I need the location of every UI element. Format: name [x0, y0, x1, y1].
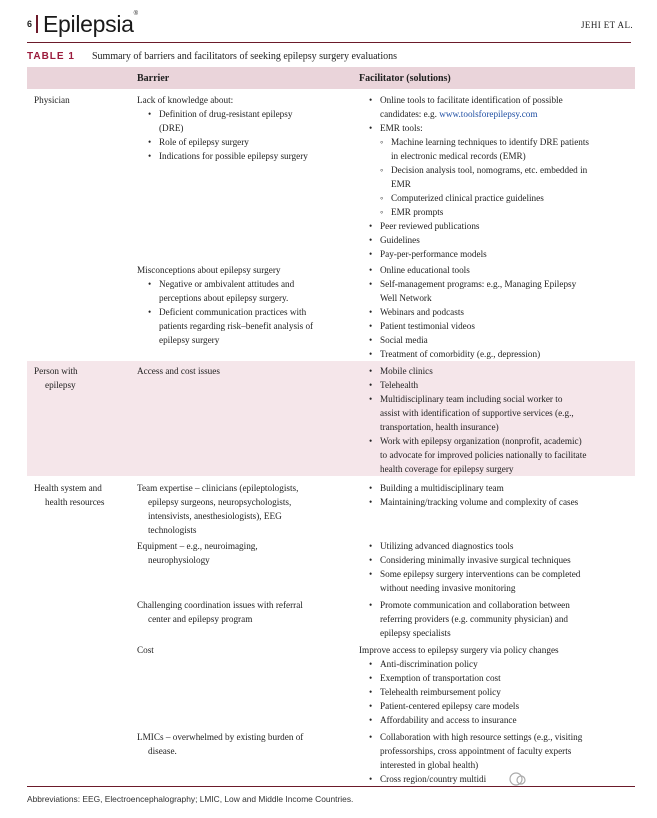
- list-item: • Online tools to facilitate identification of possible candidates: e.g. www.toolsforepilepsy.com: [369, 93, 589, 121]
- list-item: • Multidisciplinary team including social worker to assist with identification of supportive services (e.g., transportation, health insurance): [369, 392, 586, 434]
- table-caption: Summary of barriers and facilitators of seeking epilepsy surgery evaluations: [92, 51, 398, 62]
- list-item: • Self-management programs: e.g., Managing Epilepsy Well Network: [369, 277, 576, 305]
- journal-logo: [43, 11, 138, 38]
- sub-list-item: ◦ Decision analysis tool, nomograms, etc. embedded in EMR: [380, 163, 589, 191]
- facilitator-physician-tools: [369, 93, 589, 261]
- category-physician: Physician: [34, 95, 70, 105]
- list-item: • Telehealth reimbursement policy: [369, 685, 559, 699]
- list-item: • Indications for possible epilepsy surgery: [148, 149, 308, 163]
- barrier-equipment: Equipment – e.g., neuroimaging, neurophysiology: [137, 541, 258, 565]
- list-item: • Utilizing advanced diagnostics tools: [369, 539, 580, 553]
- registered-mark-icon: ®: [133, 11, 138, 17]
- list-item: • Treatment of comorbidity (e.g., depression): [369, 347, 576, 361]
- list-item: • Negative or ambivalent attitudes and perceptions about epilepsy surgery.: [148, 277, 313, 305]
- list-item: • Anti-discrimination policy: [369, 657, 559, 671]
- facilitator-lmics: [369, 730, 582, 786]
- list-item: • Deficient communication practices with patients regarding risk–benefit analysis of epilepsy surgery: [148, 305, 313, 347]
- sub-list-item: ◦ EMR prompts: [380, 205, 589, 219]
- tools-link[interactable]: www.toolsforepilepsy.com: [439, 109, 538, 119]
- list-item: • Role of epilepsy surgery: [148, 135, 308, 149]
- barrier-coordination: Challenging coordination issues with referral center and epilepsy program: [137, 600, 303, 624]
- category-health-system: Health system and health resources: [34, 483, 105, 507]
- list-item: • Promote communication and collaboration between referring providers (e.g. community physician) and epilepsy specialists: [369, 598, 570, 640]
- facilitator-cost: [359, 643, 559, 727]
- watermark-logo-icon: [508, 771, 528, 787]
- list-item: • Cross region/country multidi: [369, 772, 582, 786]
- list-item: • Patient testimonial videos: [369, 319, 576, 333]
- list-item: • Maintaining/tracking volume and complexity of cases: [369, 495, 578, 509]
- barrier-team-expertise: Team expertise – clinicians (epileptologists, epilepsy surgeons, neuropsychologists, intensivists, anesthesiologists), EEG technologists: [137, 483, 299, 535]
- barrier-misconceptions: [137, 263, 313, 347]
- table-label: TABLE 1: [27, 51, 75, 62]
- list-item: • Building a multidisciplinary team: [369, 481, 578, 495]
- facilitator-equipment: [369, 539, 580, 595]
- header-rule: [27, 42, 631, 43]
- sub-list-item: ◦ Machine learning techniques to identify DRE patients in electronic medical records (EMR): [380, 135, 589, 163]
- barrier-access-cost: Access and cost issues: [137, 366, 220, 376]
- journal-logo-bar: [36, 15, 38, 33]
- list-item: • Telehealth: [369, 378, 586, 392]
- list-item: • Considering minimally invasive surgical techniques: [369, 553, 580, 567]
- column-header-facilitator: Facilitator (solutions): [359, 73, 451, 84]
- barrier-lmics: LMICs – overwhelmed by existing burden of disease.: [137, 732, 304, 756]
- sub-list-item: ◦ Computerized clinical practice guidelines: [380, 191, 589, 205]
- abbreviations-note: Abbreviations: EEG, Electroencephalography; LMIC, Low and Middle Income Countries.: [27, 794, 354, 804]
- list-item: • Online educational tools: [369, 263, 576, 277]
- list-item: • Definition of drug-resistant epilepsy (DRE): [148, 107, 308, 135]
- journal-name: Epilepsia: [43, 11, 134, 37]
- list-item: • Webinars and podcasts: [369, 305, 576, 319]
- barrier-cost: Cost: [137, 645, 154, 655]
- barrier-heading: Misconceptions about epilepsy surgery: [137, 265, 281, 275]
- list-item: • Patient-centered epilepsy care models: [369, 699, 559, 713]
- list-item: • Some epilepsy surgery interventions can be completed without needing invasive monitoring: [369, 567, 580, 595]
- facilitator-heading: Improve access to epilepsy surgery via policy changes: [359, 645, 559, 655]
- list-item: • Work with epilepsy organization (nonprofit, academic) to advocate for improved policies nationally to facilitate health coverage for epilepsy surgery: [369, 434, 586, 476]
- category-person: Person with epilepsy: [34, 366, 78, 390]
- facilitator-person: [369, 364, 586, 476]
- list-item: • Peer reviewed publications: [369, 219, 589, 233]
- facilitator-team: [369, 481, 578, 509]
- list-item: • Mobile clinics: [369, 364, 586, 378]
- facilitator-physician-education: [369, 263, 576, 361]
- list-item: • Pay-per-performance models: [369, 247, 589, 261]
- table-header-row: [27, 67, 635, 89]
- barrier-lack-of-knowledge: [137, 93, 308, 163]
- list-item: • Exemption of transportation cost: [369, 671, 559, 685]
- column-header-barrier: Barrier: [137, 73, 170, 84]
- list-item: • EMR tools:: [369, 121, 589, 135]
- page-number: 6: [27, 19, 33, 29]
- facilitator-coordination: [369, 598, 570, 640]
- running-authors: JEHI ET AL.: [581, 20, 633, 30]
- list-item: • Guidelines: [369, 233, 589, 247]
- list-item: • Collaboration with high resource settings (e.g., visiting professorships, cross appointment of faculty experts interested in global health): [369, 730, 582, 772]
- table-bottom-rule: [27, 786, 635, 787]
- barrier-heading: Lack of knowledge about:: [137, 95, 234, 105]
- list-item: • Social media: [369, 333, 576, 347]
- list-item: • Affordability and access to insurance: [369, 713, 559, 727]
